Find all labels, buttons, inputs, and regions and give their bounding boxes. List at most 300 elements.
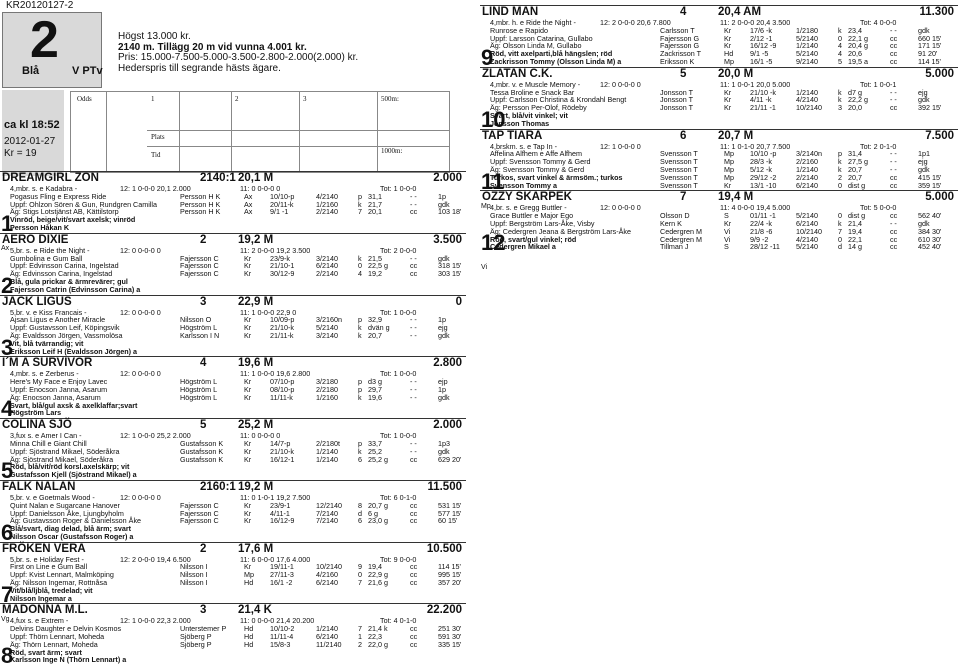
- start-cell: 5/2140: [796, 211, 818, 221]
- horse-name: ZLATAN C.K.: [482, 67, 553, 80]
- start-cell: 22,3: [368, 632, 382, 642]
- start-cell: 12/2140: [316, 500, 342, 510]
- start-cell: Pogasus Fling e Express Ride: [10, 191, 107, 201]
- start-cell: Röd, vitt axelparti,blå hängslen; röd: [490, 49, 613, 59]
- start-cell: 22,0 g: [368, 639, 388, 649]
- start-cell: - -: [410, 323, 417, 333]
- start-cell: Fajersson C: [180, 516, 219, 526]
- horse-name: TAP TIARA: [482, 129, 543, 142]
- horse-name: FRÖKEN VERA: [2, 542, 86, 555]
- start-cell: 629 20': [438, 454, 462, 464]
- record-time: 20,0 M: [718, 67, 754, 80]
- start-cell: Fajersson G: [660, 41, 700, 51]
- odds-label: Odds: [77, 95, 92, 103]
- horse-entry: [480, 190, 958, 272]
- start-cell: Gustafsson K: [180, 446, 224, 456]
- start-cell: k: [358, 199, 362, 209]
- driver: [480, 58, 958, 66]
- start-cell: Äg: Svensson Tommy & Gerd: [490, 164, 585, 174]
- start-cell: Äg: Edvinsson Carina, Ingelstad: [10, 269, 113, 279]
- driver-name: Nilsson Oscar (Gustafsson Roger) a: [10, 531, 134, 541]
- start-cell: Äg: Stigs Lotstjänst AB, Kättilstorp: [10, 207, 119, 217]
- start-number: 8: [1, 643, 14, 669]
- start-cell: cc: [890, 103, 898, 113]
- start-cell: dist g: [848, 211, 866, 221]
- horse-info: 5,br. v. e Kiss Francais -: [10, 307, 87, 317]
- side-code: Mp: [481, 202, 491, 210]
- start-cell: 21/10 -k: [750, 87, 776, 97]
- start-cell: Gumbolina e Gum Ball: [10, 253, 83, 263]
- driver-name: Eriksson Leif H (Evaldsson Jörgen) a: [10, 346, 138, 356]
- start-cell: Uppf: Thörn Lennart, Moheda: [10, 632, 105, 642]
- start-cell: Vi: [724, 226, 731, 236]
- start-cell: 28/12 -11: [750, 242, 780, 252]
- prev-year-stats: 11: 2 0-0-0 20,4 3.500: [720, 18, 791, 27]
- start-cell: Äg: Nilsson Ingemar, Rottnåsa: [10, 578, 108, 588]
- start-cell: 07/10-p: [270, 377, 295, 387]
- record-time: 19,4 M: [718, 191, 754, 204]
- start-cell: 2/2140: [316, 207, 338, 217]
- record-time: 22,9 M: [238, 295, 274, 308]
- start-cell: 1/2180: [796, 25, 818, 35]
- driver: [0, 224, 466, 232]
- start-cell: Sjöberg P: [180, 639, 212, 649]
- start-cell: 21/11 -1: [750, 103, 776, 113]
- start-cell: 16/1 -2: [270, 578, 293, 588]
- start-cell: cc: [890, 242, 898, 252]
- horse-header: [480, 69, 958, 81]
- start-cell: Jonsson T: [660, 87, 694, 97]
- start-cell: Svensson T: [660, 172, 698, 182]
- start-cell: gdk: [438, 199, 450, 209]
- start-cell: gdk: [438, 446, 450, 456]
- start-cell: Runrose e Rapido: [490, 25, 548, 35]
- horse-info: 5,br. v. e Goetmals Wood -: [10, 492, 95, 502]
- start-cell: 4/2140: [316, 191, 338, 201]
- start-cell: Uppf: Sjöstrand Mikael, Söderåkra: [10, 446, 120, 456]
- race-date: 2012-01-27: [4, 136, 56, 147]
- start-cell: - -: [890, 164, 897, 174]
- race-info-line: Hederspris till segrande hästs ägare.: [118, 62, 281, 74]
- start-cell: 5/12 -k: [750, 164, 772, 174]
- start-cell: Uppf: Bergström Lars-Åke, Visby: [490, 218, 595, 228]
- col-2: 2: [235, 95, 239, 103]
- start-cell: 16/12-9: [270, 516, 295, 526]
- start-cell: 32,9: [368, 315, 382, 325]
- driver: [0, 348, 466, 356]
- start-cell: 11/11-k: [270, 392, 293, 402]
- driver-name: Nilsson Ingemar a: [10, 593, 72, 603]
- start-cell: cc: [410, 632, 418, 642]
- year-stats: 12: 0 0-0-0 0: [120, 307, 161, 317]
- start-cell: S: [724, 242, 729, 252]
- start-cell: Högström L: [180, 384, 218, 394]
- start-cell: 660 15': [918, 33, 942, 43]
- driver-name: Persson Håkan K: [10, 222, 70, 232]
- start-cell: Hd: [244, 624, 254, 634]
- start-cell: 20,7: [848, 172, 862, 182]
- start-cell: Kr: [724, 25, 732, 35]
- start-cell: 1/2140: [316, 454, 338, 464]
- start-number: 6: [1, 519, 14, 545]
- start-cell: Uppf: Kvist Lennart, Malmköping: [10, 570, 114, 580]
- track-position: 5: [680, 67, 687, 80]
- start-cell: 2/2140: [796, 172, 818, 182]
- start-cell: 7: [358, 578, 362, 588]
- start-cell: 29,7: [368, 384, 382, 394]
- horse-name: I´M A SURVIVOR: [2, 357, 93, 370]
- start-cell: 6 g: [368, 508, 378, 518]
- start-cell: Gustafsson K: [180, 438, 224, 448]
- start-cell: Kr: [724, 33, 732, 43]
- start-cell: gdk: [438, 253, 450, 263]
- start-cell: 1/2140: [796, 87, 818, 97]
- start-cell: 7: [838, 226, 842, 236]
- start-cell: cc: [410, 624, 418, 634]
- start-cell: Fajersson C: [180, 508, 219, 518]
- start-cell: 1p: [438, 315, 446, 325]
- start-cell: 21,4: [848, 218, 862, 228]
- start-cell: 5: [838, 56, 842, 66]
- start-cell: 6: [358, 516, 362, 526]
- start-cell: Kern K: [660, 218, 682, 228]
- start-cell: 10/2140: [316, 562, 342, 572]
- start-cell: k: [358, 446, 362, 456]
- start-cell: 114 15': [438, 562, 461, 572]
- start-cell: k: [838, 218, 842, 228]
- record-time: 20,4 AM: [718, 6, 762, 18]
- start-cell: 1/2140: [316, 624, 338, 634]
- start-cell: 23,4: [848, 25, 862, 35]
- record-time: 20,1 M: [238, 172, 274, 184]
- start-cell: 22,1 g: [848, 33, 868, 43]
- start-cell: 6/2140: [316, 578, 338, 588]
- race-info-line: 2140 m. Tillägg 20 m vid vunna 4.001 kr.: [118, 41, 307, 53]
- start-cell: k: [838, 25, 842, 35]
- prize-money: 5.000: [925, 67, 954, 80]
- driver: [480, 120, 958, 128]
- start-cell: Kr: [244, 330, 252, 340]
- prev-year-stats: 11: 1 0-1-0 20,7 7.500: [720, 141, 791, 151]
- track-position: 5: [200, 419, 207, 432]
- start-cell: cc: [890, 41, 898, 51]
- horse-entry: [480, 67, 958, 132]
- start-cell: Kr: [724, 103, 732, 113]
- start-cell: 4/2160: [316, 570, 338, 580]
- start-cell: 415 15': [918, 172, 942, 182]
- start-cell: Svensson T: [660, 164, 698, 174]
- start-cell: 9/9 -2: [750, 234, 769, 244]
- record-time: 19,6 M: [238, 357, 274, 370]
- record-time: 19,2 M: [238, 480, 274, 493]
- start-cell: Hd: [244, 639, 254, 649]
- start-cell: Mp: [244, 570, 254, 580]
- start-cell: Äg: Sjöstrand Mikael, Söderåkra: [10, 454, 114, 464]
- silk-text: Vit, blå tvärrandig; vit: [10, 338, 84, 348]
- start-number: 11: [481, 168, 505, 194]
- prize-money: 11.500: [427, 480, 462, 493]
- start-cell: Tillman J: [660, 242, 689, 252]
- start-cell: Kr: [724, 180, 732, 190]
- start-cell: cc: [410, 261, 418, 271]
- start-number: 2: [1, 272, 14, 298]
- year-stats: 12: 1 0-0-0 22,3 2.000: [120, 616, 191, 626]
- start-cell: cc: [410, 207, 418, 217]
- start-cell: Fajersson C: [180, 253, 219, 263]
- start-cell: 7: [358, 624, 362, 634]
- horse-list-left: [0, 170, 466, 669]
- start-cell: 303 15': [438, 269, 462, 279]
- start-cell: Olsson D: [660, 211, 690, 221]
- start-cell: Mp: [724, 164, 734, 174]
- start-cell: 359 15': [918, 180, 942, 190]
- start-cell: Tessa Broline e Snack Bar: [490, 87, 575, 97]
- silk-colors: [480, 112, 958, 120]
- prev-year-stats: 11: 2 0-0-0 19,2 3.500: [240, 245, 311, 255]
- start-cell: 1/2140: [316, 446, 338, 456]
- start-cell: Gustafsson K: [180, 454, 224, 464]
- start-cell: 10/10 -p: [750, 149, 777, 159]
- start-cell: 4: [838, 41, 842, 51]
- year-stats: 12: 2 0-0-0 20,6 7.800: [600, 18, 671, 27]
- start-cell: Äg: Gustavsson Roger & Danielsson Åke: [10, 516, 142, 526]
- prev-year-stats: 11: 0 1-0-1 19,2 7.500: [240, 492, 311, 502]
- start-cell: 2/2180t: [316, 438, 340, 448]
- start-cell: Kr: [724, 87, 732, 97]
- start-cell: 19,4: [368, 562, 382, 572]
- start-cell: 4/2140: [796, 95, 818, 105]
- start-cell: Persson H K: [180, 207, 221, 217]
- start-cell: 0: [358, 570, 362, 580]
- start-cell: 20,1: [368, 207, 382, 217]
- start-cell: Äg: Evaldsson Jörgen, Vassmolösa: [10, 330, 123, 340]
- start-cell: cc: [410, 500, 418, 510]
- start-cell: 0: [838, 33, 842, 43]
- start-cell: - -: [410, 191, 417, 201]
- start-cell: 9/1 -5: [750, 49, 769, 59]
- start-cell: Kr: [244, 508, 252, 518]
- side-code: Ax: [1, 245, 10, 252]
- start-cell: 103 18': [438, 207, 462, 217]
- start-number: 9: [481, 45, 494, 70]
- horse-info: 5,br. s. e Holiday Fest -: [10, 554, 84, 564]
- start-cell: cc: [410, 516, 418, 526]
- start-cell: Högström L: [180, 323, 218, 333]
- year-stats: 12: 1 0-0-0 20,1 2.000: [120, 184, 191, 193]
- start-cell: Äg: Persson Per-Olof, Rödeby: [490, 103, 587, 113]
- prize-money: 22.200: [426, 604, 462, 617]
- start-cell: 1/2140: [796, 164, 818, 174]
- start-cell: Svensson T: [660, 149, 698, 159]
- total-stats: Tot: 5 0-0-0: [860, 203, 897, 213]
- start-cell: Uppf: Enocson Janna, Asarum: [10, 384, 108, 394]
- start-cell: Kr: [244, 516, 252, 526]
- start-cell: p: [358, 438, 362, 448]
- document-code: KR20120127-2: [6, 0, 74, 11]
- start-cell: 4/2140: [796, 234, 818, 244]
- prev-year-stats: 11: 1 0-0-0 22,9 0: [240, 307, 297, 317]
- start-cell: 16/1 -5: [750, 56, 773, 66]
- start-cell: 0: [838, 211, 842, 221]
- start-cell: 0: [838, 180, 842, 190]
- start-cell: - -: [890, 95, 897, 105]
- start-cell: k: [358, 330, 362, 340]
- horse-entry: [0, 480, 466, 545]
- race-side-box: [2, 90, 64, 176]
- start-cell: Jonsson T: [660, 103, 694, 113]
- prize-money: 7.500: [925, 129, 954, 142]
- track-position: 3: [200, 295, 207, 308]
- start-cell: Kr: [244, 269, 252, 279]
- start-cell: - -: [410, 199, 417, 209]
- driver: [0, 286, 466, 294]
- start-cell: Quint Nalan e Sugarcane Hanover: [10, 500, 120, 510]
- start-cell: 20,7 g: [368, 500, 388, 510]
- driver: [0, 409, 466, 417]
- start-cell: 1/2160: [316, 199, 338, 209]
- start-cell: 318 15': [438, 261, 462, 271]
- start-cell: 20,7: [368, 330, 382, 340]
- start-cell: 2/2140: [316, 269, 338, 279]
- record-time: 20,7 M: [718, 129, 754, 142]
- start-cell: Vi: [724, 234, 731, 244]
- start-cell: Uppf: Svensson Tommy & Gerd: [490, 157, 591, 167]
- year-stats: 12: 2 0-0-0 19,4 6.500: [120, 554, 191, 564]
- horse-list-right: [480, 4, 958, 272]
- start-cell: 22,9 g: [368, 570, 388, 580]
- start-cell: 08/10-p: [270, 384, 295, 394]
- prize-money: 11.300: [919, 6, 954, 18]
- start-cell: Sjöberg P: [180, 632, 212, 642]
- col-3: 3: [303, 95, 307, 103]
- horse-info: 5,br. s. e Ride the Night -: [10, 245, 90, 255]
- start-cell: 995 15': [438, 570, 462, 580]
- record-time: 21,4 K: [238, 604, 272, 617]
- start-cell: dist g: [848, 180, 866, 190]
- start-cell: 21,7: [368, 199, 382, 209]
- track-position: 6: [680, 129, 687, 142]
- start-cell: Carlsson T: [660, 25, 695, 35]
- start-cell: 19/11-1: [270, 562, 294, 572]
- start-cell: 392 15': [918, 103, 942, 113]
- start-cell: 10/10-p: [270, 191, 295, 201]
- start-cell: Grace Buttler e Major Ego: [490, 211, 574, 221]
- start-cell: - -: [890, 157, 897, 167]
- start-cell: cc: [410, 269, 418, 279]
- total-stats: Tot: 1 0-0-0: [380, 307, 417, 317]
- horse-entry: [480, 5, 958, 70]
- start-cell: 357 20': [438, 578, 462, 588]
- start-cell: 4: [358, 269, 362, 279]
- start-cell: 21,5: [368, 253, 382, 263]
- start-cell: Fajersson G: [660, 33, 700, 43]
- start-cell: cc: [890, 33, 898, 43]
- start-cell: Nilsson O: [180, 315, 212, 325]
- start-cell: Svensson T: [660, 157, 698, 167]
- prev-year-stats: 11: 0 0-0-0 0: [240, 431, 281, 441]
- start-cell: Persson H K: [180, 191, 221, 201]
- horse-name: COLINA SJÖ: [2, 419, 72, 432]
- silk-text: Blå, gula prickar & ärmrevärer; gul: [10, 276, 128, 286]
- driver-name: Cedergren Mikael a: [490, 242, 556, 252]
- horse-header: [0, 297, 466, 309]
- start-cell: 5/2140: [796, 33, 818, 43]
- start-cell: gdk: [918, 164, 930, 174]
- start-cell: ejg: [438, 323, 448, 333]
- start-cell: Mp: [724, 56, 734, 66]
- start-cell: cc: [410, 639, 418, 649]
- m500-label: 500m:: [381, 95, 399, 103]
- start-cell: 1/2140: [796, 41, 818, 51]
- start-cell: 21/10-k: [270, 446, 294, 456]
- year-stats: 12: 0 0-0-0 0: [120, 369, 161, 379]
- horse-name: FALK NALAN: [2, 480, 76, 493]
- start-cell: Eriksson K: [660, 56, 695, 66]
- prev-year-stats: 11: 1 0-0-0 19,6 2.800: [240, 369, 311, 379]
- start-cell: Hd: [724, 49, 734, 59]
- start-cell: cc: [890, 226, 898, 236]
- start-cell: 25,2 g: [368, 454, 388, 464]
- horse-info: 4,fux s. e Extrem -: [10, 616, 69, 626]
- start-cell: gdk: [438, 392, 450, 402]
- start-cell: 28/3 -k: [750, 157, 772, 167]
- silk-text: Blå/svart, diag delad, blå ärm; svart: [10, 524, 132, 534]
- start-cell: 19,6: [368, 392, 382, 402]
- start-cell: gdk: [438, 330, 450, 340]
- start-cell: 29/12 -2: [750, 172, 777, 182]
- total-stats: Tot: 1 0-0-0: [380, 184, 417, 193]
- start-cell: p: [358, 191, 362, 201]
- start-cell: 1p: [438, 384, 446, 394]
- start-cell: 8: [358, 500, 362, 510]
- start-cell: p: [838, 149, 842, 159]
- race-kr: Kr = 19: [4, 148, 37, 159]
- horse-entry: [0, 418, 466, 484]
- start-cell: Hd: [244, 632, 254, 642]
- start-cell: 21/8 -6: [750, 226, 773, 236]
- start-cell: Högström L: [180, 392, 218, 402]
- start-cell: Uppf: Edvinsson Carina, Ingelstad: [10, 261, 119, 271]
- start-cell: Kr: [244, 454, 252, 464]
- start-cell: Mp: [724, 172, 734, 182]
- horse-name: DREAMGIRL ZON: [2, 172, 99, 184]
- start-cell: 10/2140: [796, 226, 822, 236]
- track-position: 3: [200, 604, 207, 617]
- start-cell: 22,5 g: [368, 261, 388, 271]
- start-cell: 7/2140: [316, 508, 338, 518]
- start-cell: cc: [890, 172, 898, 182]
- start-cell: 3: [838, 103, 842, 113]
- start-cell: gdk: [918, 95, 930, 105]
- start-cell: 14/7-p: [270, 438, 291, 448]
- color-label: Blå: [22, 65, 40, 77]
- start-cell: Nilsson I: [180, 562, 208, 572]
- start-cell: 5/2140: [796, 242, 818, 252]
- driver-name: Jonsson Thomas: [490, 118, 550, 128]
- start-cell: Kr: [244, 384, 252, 394]
- start-cell: k: [838, 164, 842, 174]
- start-cell: Ax: [244, 207, 253, 217]
- prize-money: 0: [455, 295, 462, 308]
- start-cell: cc: [890, 180, 898, 190]
- start-cell: First on Line e Gum Ball: [10, 562, 88, 572]
- start-cell: Fajersson C: [180, 261, 219, 271]
- start-cell: 15/8-3: [270, 639, 291, 649]
- start-cell: Mp: [724, 157, 734, 167]
- start-cell: 21/10-1: [270, 261, 295, 271]
- start-cell: Äg: Cedergren Jeana & Bergström Lars-Åke: [490, 226, 632, 236]
- start-cell: gdk: [918, 25, 930, 35]
